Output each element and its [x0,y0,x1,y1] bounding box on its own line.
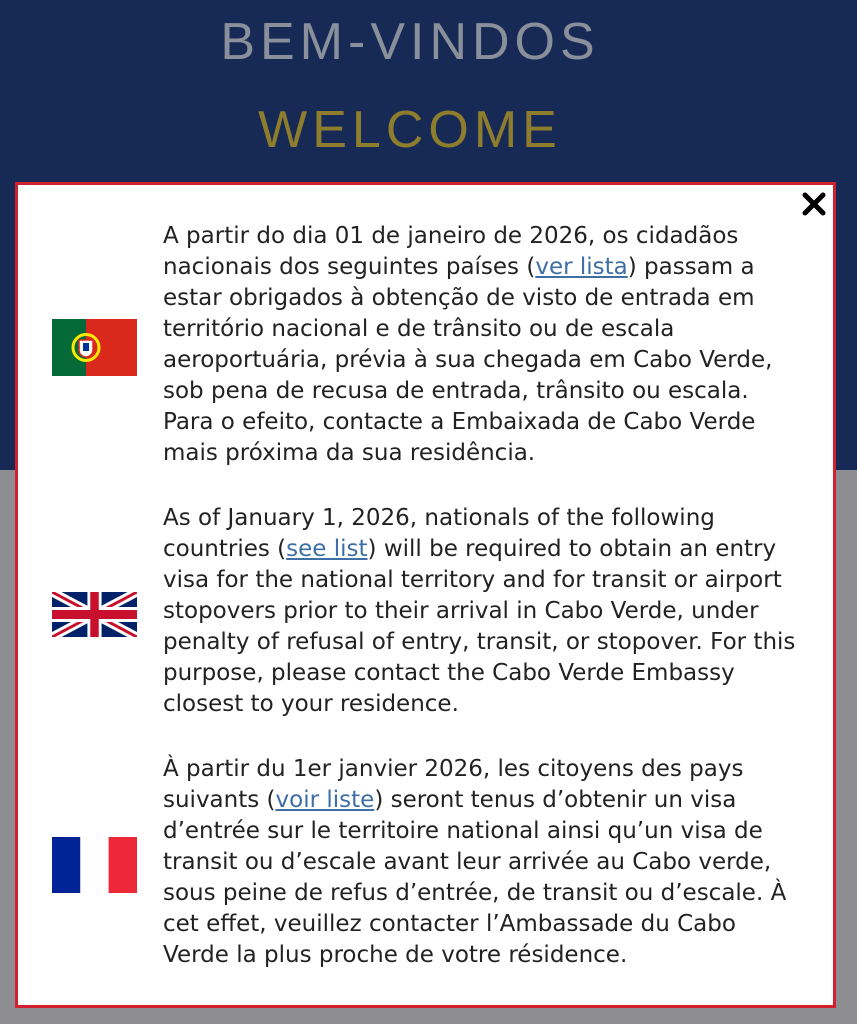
notice-fr [18,754,833,974]
notice-text-fr [163,754,803,971]
notice-text-en-part1: As of January 1, 2026, nationals of the following countries ( [163,505,715,562]
portugal-flag-icon [52,319,137,376]
close-button[interactable] [797,187,831,221]
notice-pt [18,221,833,471]
uk-flag-icon [52,592,137,637]
see-list-link[interactable]: see list [286,536,368,562]
notice-text-pt [163,221,803,469]
notice-text-pt-part2: ) passam a estar obrigados à obtenção de visto de entrada em território nacional e de trânsito ou de escala aeroportuária, prévia à sua chegada em Cabo Verde, sob pena de recusa de entrada, trânsito ou escala. Para o efeito, contacte a Embaixada de Cabo Verde mais próxima da sua residência. [163,254,773,466]
welcome-title-en: WELCOME [258,101,562,159]
notice-text-pt-part1: A partir do dia 01 de janeiro de 2026, os cidadãos nacionais dos seguintes países ( [163,223,739,280]
close-x-icon [797,187,831,221]
notice-text-en-part2: ) will be required to obtain an entry visa for the national territory and for transit or airport stopovers prior to their arrival in Cabo Verde, under penalty of refusal of entry, transit, or stopover. For this purpose, please contact the Cabo Verde Embassy closest to your residence. [163,536,796,717]
welcome-title-pt: BEM-VINDOS [220,13,600,71]
visa-notice-modal [15,182,836,1008]
ver-lista-link[interactable]: ver lista [535,254,628,280]
voir-liste-link[interactable]: voir liste [275,787,375,813]
notice-text-en [163,503,803,720]
notice-en [18,503,833,723]
notice-text-fr-part1: À partir du 1er janvier 2026, les citoyens des pays suivants ( [163,756,744,813]
notice-text-fr-part2: ) seront tenus d’obtenir un visa d’entrée sur le territoire national ainsi qu’un visa de transit ou d’escale avant leur arrivée au Cabo verde, sous peine de refus d’entrée, de transit ou d’escale. À cet effet, veuillez contacter l’Ambassade du Cabo Verde la plus proche de votre résidence. [163,787,787,968]
france-flag-icon [52,837,137,893]
